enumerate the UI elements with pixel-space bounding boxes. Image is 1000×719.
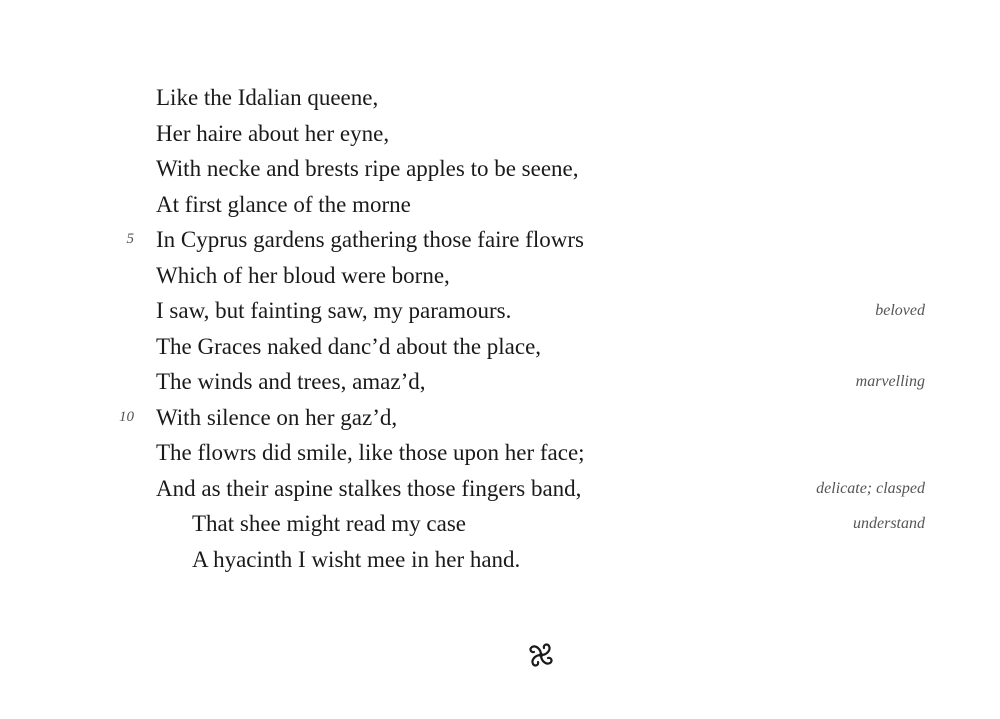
poem-line-11: [0, 435, 1000, 471]
poem-line-7: [0, 293, 1000, 329]
gloss: understand: [853, 515, 925, 532]
line-text: The winds and trees, amaz’d,: [156, 369, 426, 394]
poem-line-14: [0, 542, 1000, 578]
line-text: And as their aspine stalkes those fingers band,: [156, 475, 582, 501]
line-text: A hyacinth I wisht mee in her hand.: [192, 546, 521, 572]
line-text: With necke and brests ripe apples to be seene,: [156, 156, 579, 181]
poem-line-9: [0, 364, 1000, 400]
line-text: With silence on her gaz’d,: [156, 404, 398, 430]
poem-line-1: [0, 80, 1000, 116]
poem-line-8: [0, 329, 1000, 365]
gloss: marvelling: [855, 373, 925, 390]
poem-line-12: [0, 471, 1000, 507]
poem-line-6: [0, 258, 1000, 294]
line-text: The flowrs did smile, like those upon her face;: [156, 440, 585, 465]
gloss: beloved: [875, 302, 925, 319]
line-number: 10: [119, 408, 134, 425]
gloss: delicate; clasped: [816, 479, 925, 497]
poem-line-10: [0, 400, 1000, 436]
poem-line-5: [0, 222, 1000, 258]
line-text: Which of her bloud were borne,: [156, 262, 450, 288]
line-text: At first glance of the morne: [156, 191, 411, 217]
line-text: The Graces naked danc’d about the place,: [156, 333, 542, 359]
poem: [0, 80, 1000, 577]
poem-line-2: [0, 116, 1000, 152]
line-text: In Cyprus gardens gathering those faire flowrs: [156, 227, 584, 252]
line-text: That shee might read my case: [192, 511, 466, 536]
poem-line-4: [0, 187, 1000, 223]
line-text: Her haire about her eyne,: [156, 120, 390, 146]
line-number: 5: [126, 231, 134, 247]
fleuron-icon: [526, 640, 556, 670]
poem-line-3: [0, 151, 1000, 187]
poem-line-13: [0, 506, 1000, 542]
line-text: I saw, but fainting saw, my paramours.: [156, 298, 512, 323]
line-text: Like the Idalian queene,: [156, 85, 379, 110]
